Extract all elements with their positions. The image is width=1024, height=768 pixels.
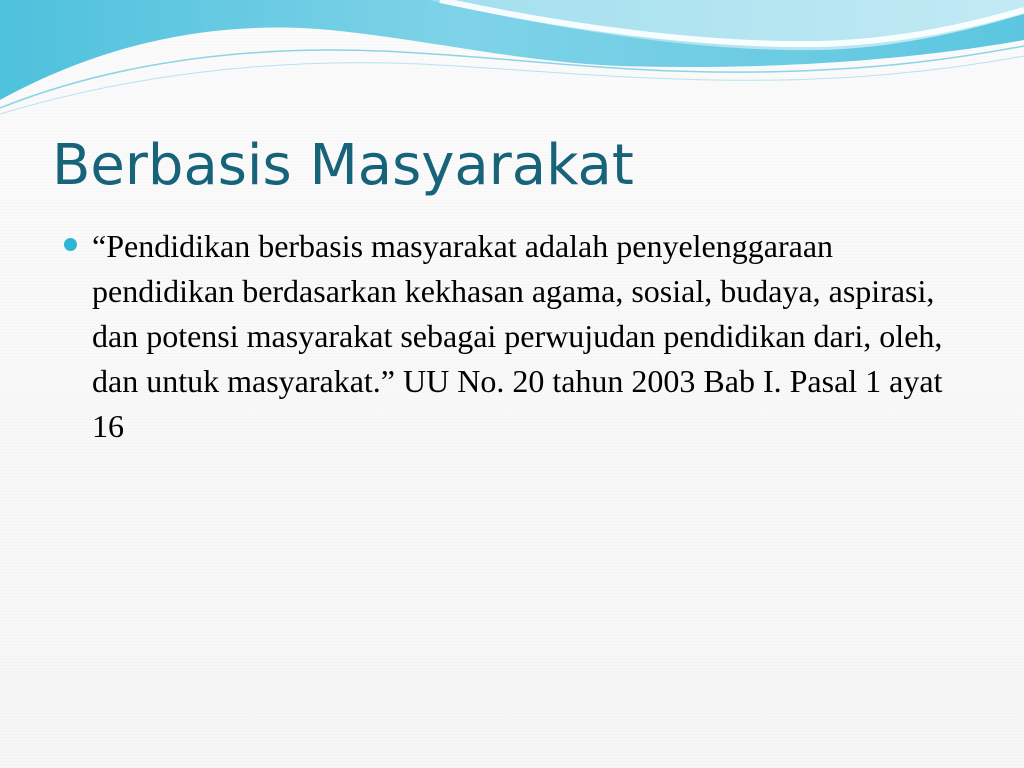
bullet-text: “Pendidikan berbasis masyarakat adalah penyelenggaraan pendidikan berdasarkan kekhasan agama, sosial, budaya, aspirasi, dan potensi masyarakat sebagai perwujudan pendidikan dari, oleh, dan untuk masyarakat.” UU No. 20 tahun 2003 Bab I. Pasal 1 ayat 16 — [92, 228, 943, 444]
decorative-wave-banner — [0, 0, 1024, 120]
bullet-dot-icon — [64, 238, 77, 251]
slide-title: Berbasis Masyarakat — [52, 133, 634, 198]
slide-body — [64, 224, 964, 449]
bullet-item — [64, 224, 964, 449]
